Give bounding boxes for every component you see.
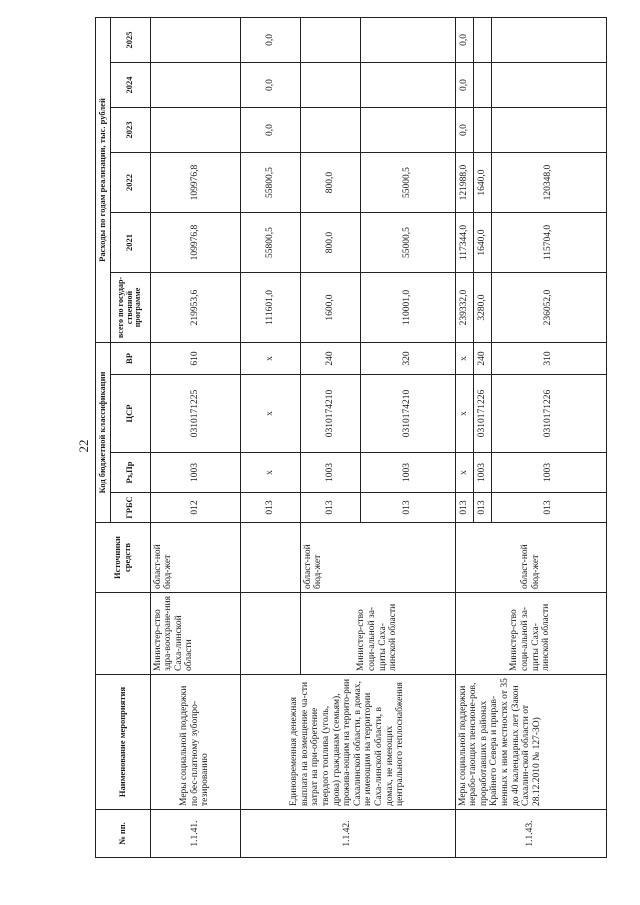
cell-2021: 1640,0 xyxy=(473,213,491,273)
row-number: 1.1.42. xyxy=(240,810,455,858)
cell-grbs: 013 xyxy=(455,493,473,523)
cell-2023 xyxy=(473,108,491,153)
cell-2025 xyxy=(300,17,360,62)
table-row xyxy=(455,17,473,857)
cell-total: 1600,0 xyxy=(300,273,360,343)
row-executor-spacer xyxy=(240,593,300,675)
cell-2025 xyxy=(360,17,455,62)
cell-vr: 320 xyxy=(360,343,455,375)
cell-csr: 0310174210 xyxy=(300,375,360,453)
cell-2023: 0,0 xyxy=(455,108,473,153)
cell-grbs: 013 xyxy=(473,493,491,523)
header-2022: 2022 xyxy=(110,153,150,213)
header-source: Источники средств xyxy=(96,523,151,593)
cell-vr: 610 xyxy=(150,343,240,375)
row-source: област-ной бюд-жет xyxy=(455,523,606,593)
cell-2025: 0,0 xyxy=(455,17,473,62)
header-expenses-group: Расходы по годам реализации, тыс. рублей xyxy=(96,17,111,342)
cell-grbs: 013 xyxy=(300,493,360,523)
header-kbk-group: Код бюджетной классификации xyxy=(96,343,111,523)
cell-2022: 800,0 xyxy=(300,153,360,213)
cell-grbs: 013 xyxy=(240,493,300,523)
row-number: 1.1.43. xyxy=(455,810,606,858)
rotated-table-container xyxy=(95,31,640,858)
cell-total: 236052,0 xyxy=(491,273,606,343)
cell-2025 xyxy=(473,17,491,62)
table-row xyxy=(240,17,300,857)
cell-total: 3280,0 xyxy=(473,273,491,343)
cell-2021: 117344,0 xyxy=(455,213,473,273)
cell-2023: 0,0 xyxy=(240,108,300,153)
header-rzpr: Рз,Пр xyxy=(110,453,150,493)
table-row xyxy=(150,17,240,857)
cell-vr: 310 xyxy=(491,343,606,375)
cell-rzpr: 1003 xyxy=(360,453,455,493)
header-executor xyxy=(96,593,151,675)
header-2024: 2024 xyxy=(110,63,150,108)
cell-rzpr: 1003 xyxy=(300,453,360,493)
cell-2024 xyxy=(150,63,240,108)
row-name: Меры социальной поддержки нерабо-тающих пенсионе-ров, проработавших в районах Крайнего Севера и прирав-ненных к ним местностях от 35 до 40 календарных лет (Закон Сахалин-ской области от 28.12.2010 № 127-ЗО) xyxy=(455,675,606,810)
page-number: 22 xyxy=(76,439,91,453)
cell-rzpr: 1003 xyxy=(150,453,240,493)
header-2021: 2021 xyxy=(110,213,150,273)
cell-2022: 109976,8 xyxy=(150,153,240,213)
cell-2024 xyxy=(360,63,455,108)
cell-grbs: 013 xyxy=(491,493,606,523)
cell-rzpr: 1003 xyxy=(491,453,606,493)
row-executor: Министер-ство соци-альной за-щиты Саха-линской области xyxy=(455,593,606,675)
header-name: Наименование мероприятия xyxy=(96,675,151,810)
cell-vr: 240 xyxy=(473,343,491,375)
cell-2021: 55800,5 xyxy=(240,213,300,273)
cell-2024 xyxy=(491,63,606,108)
cell-2023 xyxy=(300,108,360,153)
cell-2023 xyxy=(360,108,455,153)
cell-rzpr: х xyxy=(240,453,300,493)
cell-grbs: 012 xyxy=(150,493,240,523)
cell-rzpr: х xyxy=(455,453,473,493)
cell-rzpr: 1003 xyxy=(473,453,491,493)
cell-2022: 55800,5 xyxy=(240,153,300,213)
cell-vr: х xyxy=(240,343,300,375)
cell-csr: х xyxy=(455,375,473,453)
cell-2023 xyxy=(491,108,606,153)
row-name: Меры социальной поддержки по бес-платному зубопро-тезированию xyxy=(150,675,240,810)
cell-total: 110001,0 xyxy=(360,273,455,343)
cell-2021: 800,0 xyxy=(300,213,360,273)
cell-total: 219953,6 xyxy=(150,273,240,343)
budget-table xyxy=(95,17,607,858)
cell-csr: 0310171226 xyxy=(491,375,606,453)
cell-2021: 115704,0 xyxy=(491,213,606,273)
cell-vr: х xyxy=(455,343,473,375)
cell-2025 xyxy=(150,17,240,62)
cell-csr: х xyxy=(240,375,300,453)
cell-2022: 121988,0 xyxy=(455,153,473,213)
cell-vr: 240 xyxy=(300,343,360,375)
cell-csr: 0310174210 xyxy=(360,375,455,453)
cell-total: 111601,0 xyxy=(240,273,300,343)
cell-csr: 0310171225 xyxy=(150,375,240,453)
cell-2022: 120348,0 xyxy=(491,153,606,213)
cell-2022: 55000,5 xyxy=(360,153,455,213)
cell-2021: 55000,5 xyxy=(360,213,455,273)
cell-2024: 0,0 xyxy=(455,63,473,108)
row-name: Единовременная денежная выплата на возмещение ча-сти затрат на при-обретение твердого топлива (уголь, дрова) гражданам (семьям), прожива-ющим на террито-рии Сахалинской области, в домах, не имеющим на территории Саха-линской области, в домах, не имеющих центрального теплоснабжения xyxy=(240,675,455,810)
cell-2024: 0,0 xyxy=(240,63,300,108)
cell-csr: 0310171226 xyxy=(473,375,491,453)
cell-2023 xyxy=(150,108,240,153)
header-total: всего по государ-ственной программе xyxy=(110,273,150,343)
header-2023: 2023 xyxy=(110,108,150,153)
row-executor: Министер-ство здра-воохране-ния Саха-линской области xyxy=(150,593,240,675)
cell-2025: 0,0 xyxy=(240,17,300,62)
cell-2024 xyxy=(473,63,491,108)
cell-2021: 109976,8 xyxy=(150,213,240,273)
row-executor: Министер-ство соци-альной за-щиты Саха-линской области xyxy=(300,593,455,675)
cell-2025 xyxy=(491,17,606,62)
row-source: област-ной бюд-жет xyxy=(150,523,240,593)
header-csr: ЦСР xyxy=(110,375,150,453)
header-grbs: ГРБС xyxy=(110,493,150,523)
header-vr: ВР xyxy=(110,343,150,375)
header-2025: 2025 xyxy=(110,17,150,62)
cell-2024 xyxy=(300,63,360,108)
row-source: област-ной бюд-жет xyxy=(300,523,455,593)
cell-total: 239332,0 xyxy=(455,273,473,343)
cell-grbs: 013 xyxy=(360,493,455,523)
row-number: 1.1.41. xyxy=(150,810,240,858)
cell-2022: 1640,0 xyxy=(473,153,491,213)
row-source-spacer xyxy=(240,523,300,593)
header-no: № пп. xyxy=(96,810,151,858)
